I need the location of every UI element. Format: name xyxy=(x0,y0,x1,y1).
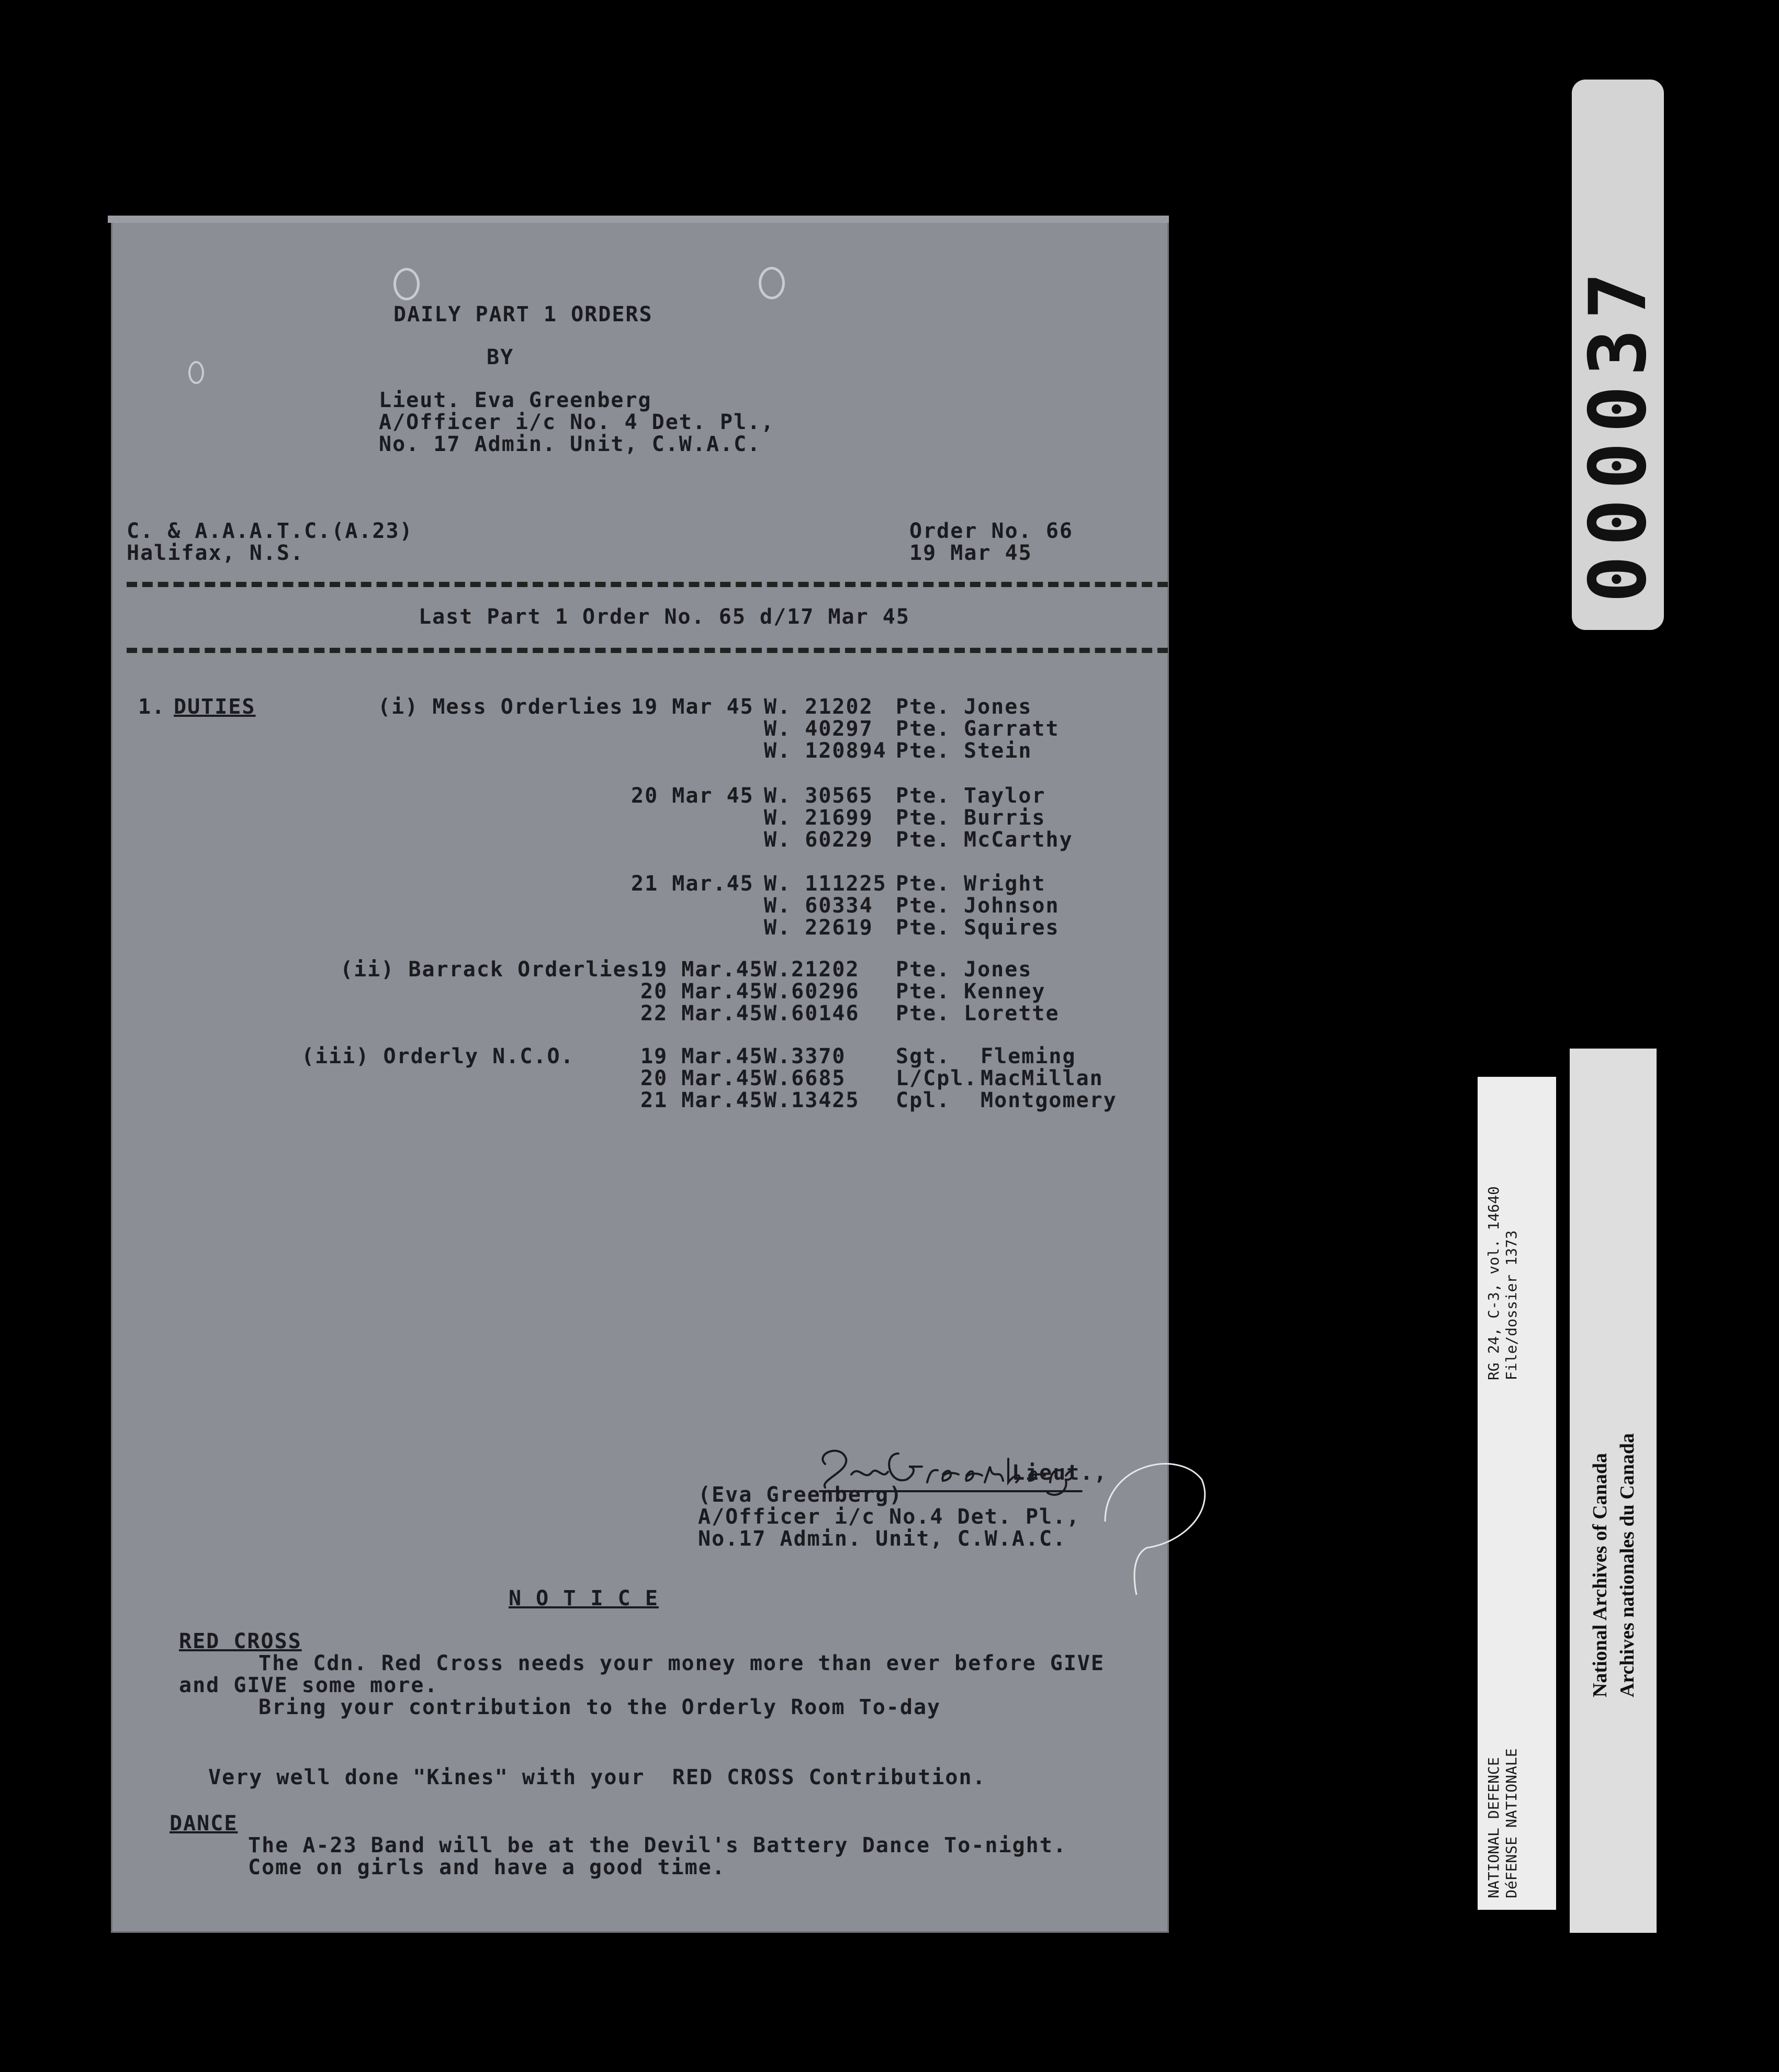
duty-group-label: (ii) Barrack Orderlies xyxy=(340,958,640,982)
duty-rank: Pte. xyxy=(896,872,951,896)
duty-date: 20 Mar.45 xyxy=(640,979,763,1004)
duty-number: W. 22619 xyxy=(764,916,873,940)
duty-number: W.3370 xyxy=(764,1044,846,1068)
notice-line: The A-23 Band will be at the Devil's Battery Dance To-night. xyxy=(248,1833,1067,1857)
duty-number: W.60146 xyxy=(764,1001,860,1026)
signature-rank: Lieut., xyxy=(1012,1461,1108,1485)
duty-number: W. 40297 xyxy=(764,717,873,741)
duty-name: Stein xyxy=(964,739,1032,763)
duty-group-label: (iii) Orderly N.C.O. xyxy=(301,1044,575,1068)
duty-number: W. 60334 xyxy=(764,894,873,918)
archive-reference: RG 24, C-3, vol. 14640 xyxy=(1485,1186,1502,1380)
order-number: Order No. 66 xyxy=(909,519,1073,543)
officer-line: No. 17 Admin. Unit, C.W.A.C. xyxy=(379,432,761,456)
duty-date: 19 Mar.45 xyxy=(640,958,763,982)
document-page xyxy=(111,219,1169,1933)
punch-hole xyxy=(759,267,785,299)
duty-date: 20 Mar.45 xyxy=(640,1066,763,1090)
duty-rank: Cpl. xyxy=(896,1088,951,1112)
unit-line: Halifax, N.S. xyxy=(127,541,305,565)
dashed-divider xyxy=(127,648,1168,653)
duty-date: 21 Mar.45 xyxy=(631,872,754,896)
duty-name: Lorette xyxy=(964,1001,1060,1026)
duty-name: Squires xyxy=(964,916,1060,940)
duty-number: W. 21699 xyxy=(764,806,873,830)
frame-number-stamp xyxy=(1572,80,1664,630)
unit-line: C. & A.A.A.T.C.(A.23) xyxy=(127,519,413,543)
duty-number: W.60296 xyxy=(764,979,860,1004)
duty-name: Jones xyxy=(964,695,1032,719)
frame-number: 000037 xyxy=(1573,263,1664,603)
duty-date: 19 Mar.45 xyxy=(640,1044,763,1068)
signature-line: No.17 Admin. Unit, C.W.A.C. xyxy=(698,1527,1067,1551)
punch-hole xyxy=(393,268,420,300)
notice-title: N O T I C E xyxy=(509,1586,659,1611)
order-title: DAILY PART 1 ORDERS xyxy=(393,302,653,326)
duty-number: W. 60229 xyxy=(764,828,873,852)
department-name: NATIONAL DEFENCE xyxy=(1485,1757,1502,1898)
dashed-divider xyxy=(127,582,1168,587)
archives-name: Archives nationales du Canada xyxy=(1616,1433,1638,1697)
duty-number: W.21202 xyxy=(764,958,860,982)
duty-name: Wright xyxy=(964,872,1046,896)
duty-rank: L/Cpl. xyxy=(896,1066,978,1090)
signature-name: (Eva Greenberg) xyxy=(698,1483,903,1507)
duty-rank: Pte. xyxy=(896,958,951,982)
officer-line: A/Officer i/c No. 4 Det. Pl., xyxy=(379,410,775,434)
duty-rank: Pte. xyxy=(896,828,951,852)
duty-date: 21 Mar.45 xyxy=(640,1088,763,1112)
duty-name: Burris xyxy=(964,806,1046,830)
duty-rank: Pte. xyxy=(896,739,951,763)
notice-line: and GIVE some more. xyxy=(179,1673,438,1697)
order-date: 19 Mar 45 xyxy=(909,541,1032,565)
order-by: BY xyxy=(487,345,514,369)
duty-date: 22 Mar.45 xyxy=(640,1001,763,1026)
duties-heading: DUTIES xyxy=(174,695,256,719)
duty-rank: Pte. xyxy=(896,717,951,741)
last-order: Last Part 1 Order No. 65 d/17 Mar 45 xyxy=(419,605,910,629)
notice-line: Very well done "Kines" with your RED CROSS Contribution. xyxy=(208,1765,986,1789)
duty-rank: Pte. xyxy=(896,979,951,1004)
notice-line: Bring your contribution to the Orderly Room To-day xyxy=(258,1695,941,1719)
national-archives-label xyxy=(1570,1049,1657,1933)
duty-number: W. 30565 xyxy=(764,784,873,808)
duty-name: Taylor xyxy=(964,784,1046,808)
duty-rank: Pte. xyxy=(896,1001,951,1026)
duties-number: 1. xyxy=(138,695,166,719)
duty-name: Garratt xyxy=(964,717,1060,741)
red-cross-heading: RED CROSS xyxy=(179,1629,302,1653)
duty-name: Johnson xyxy=(964,894,1060,918)
duty-date: 20 Mar 45 xyxy=(631,784,754,808)
officer-line: Lieut. Eva Greenberg xyxy=(379,388,652,412)
duty-name: Jones xyxy=(964,958,1032,982)
duty-name: MacMillan xyxy=(981,1066,1104,1090)
duty-rank: Sgt. xyxy=(896,1044,951,1068)
duty-number: W. 111225 xyxy=(764,872,887,896)
duty-rank: Pte. xyxy=(896,894,951,918)
duty-number: W. 120894 xyxy=(764,739,887,763)
duty-rank: Pte. xyxy=(896,916,951,940)
paper-clip-mark xyxy=(1100,1443,1210,1600)
duty-name: Kenney xyxy=(964,979,1046,1004)
punch-hole xyxy=(188,361,204,384)
notice-line: Come on girls and have a good time. xyxy=(248,1855,726,1879)
duty-number: W.6685 xyxy=(764,1066,846,1090)
duty-rank: Pte. xyxy=(896,784,951,808)
notice-line: The Cdn. Red Cross needs your money more than ever before GIVE xyxy=(258,1651,1105,1675)
department-name: DéFENSE NATIONALE xyxy=(1503,1748,1520,1898)
archives-name: National Archives of Canada xyxy=(1589,1453,1611,1697)
dance-heading: DANCE xyxy=(170,1811,238,1835)
duty-rank: Pte. xyxy=(896,806,951,830)
duty-name: McCarthy xyxy=(964,828,1073,852)
duty-group-label: (i) Mess Orderlies xyxy=(378,695,624,719)
archive-reference-label xyxy=(1478,1077,1556,1910)
duty-number: W.13425 xyxy=(764,1088,860,1112)
signature-line: A/Officer i/c No.4 Det. Pl., xyxy=(698,1505,1080,1529)
duty-name: Fleming xyxy=(981,1044,1076,1068)
duty-rank: Pte. xyxy=(896,695,951,719)
archive-reference: File/dossier 1373 xyxy=(1503,1230,1520,1380)
duty-name: Montgomery xyxy=(981,1088,1117,1112)
duty-date: 19 Mar 45 xyxy=(631,695,754,719)
duty-number: W. 21202 xyxy=(764,695,873,719)
